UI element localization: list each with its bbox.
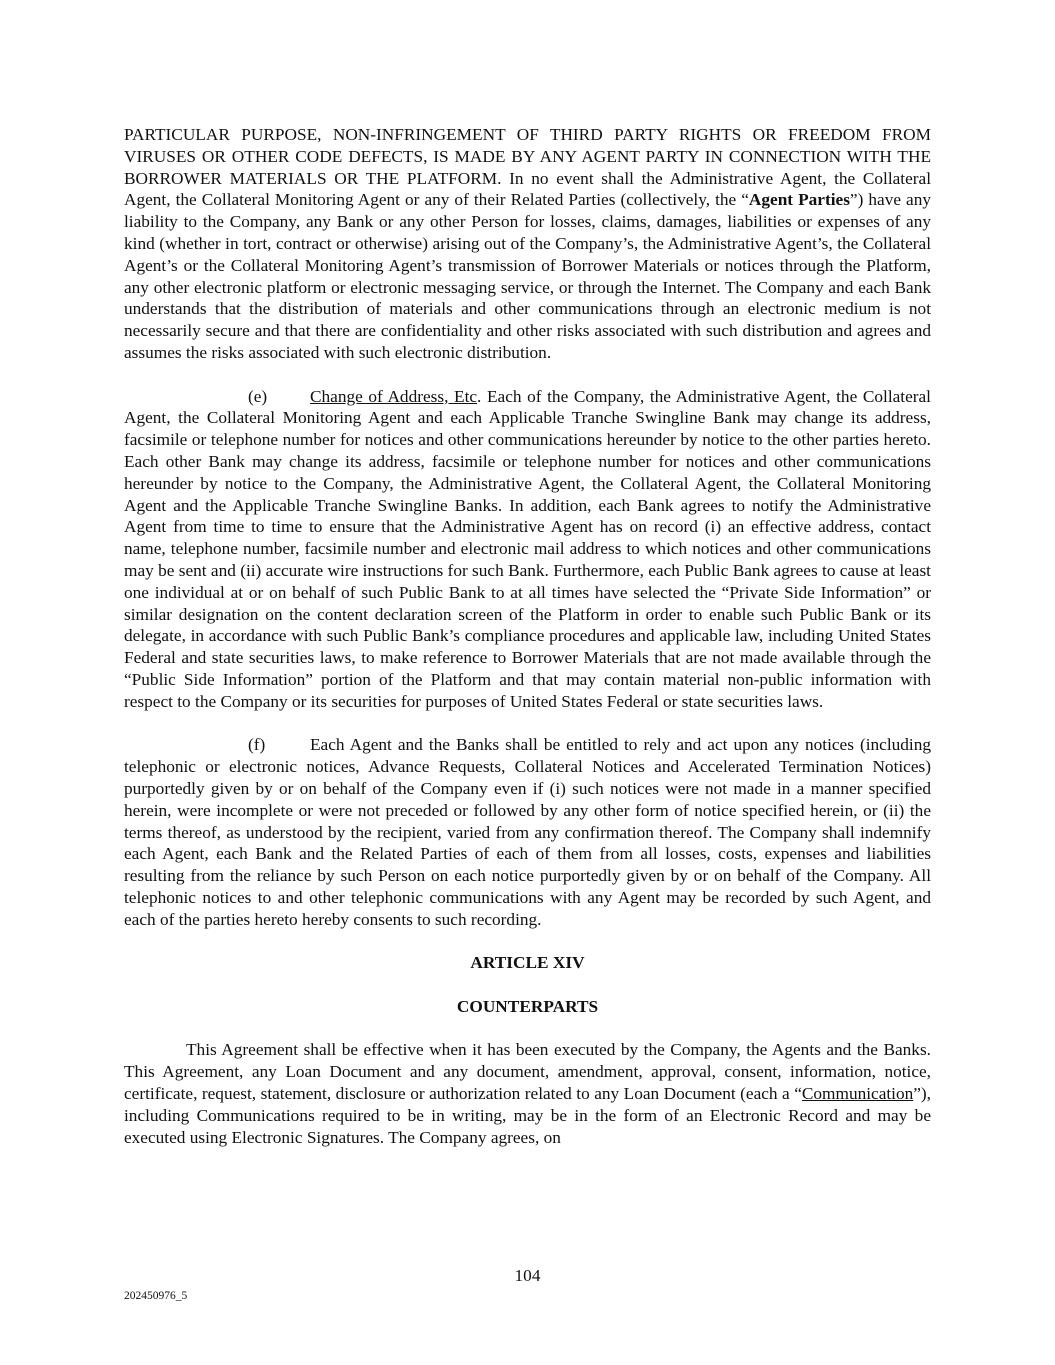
section-text: Each Agent and the Banks shall be entitled to rely and act upon any notices (including telephonic or electronic notices, Advance Requests, Collateral Notices and Accelerated Termination Notices) purportedly given by or on behalf of the Company even if (i) such notices were not made in a manner specified herein, were incomplete or were not preceded or followed by any other form of notice specified herein, or (ii) the terms thereof, as understood by the recipient, varied from any confirmation thereof. The Company shall indemnify each Agent, each Bank and the Related Parties of each of them from all losses, costs, expenses and liabilities resulting from the reliance by such Person on each notice purportedly given by or on behalf of the Company. All telephonic notices to and other telephonic communications with any Agent may be recorded by such Agent, and each of the parties hereto hereby consents to such recording.: [124, 735, 931, 929]
section-title-change-of-address: Change of Address, Etc: [310, 386, 478, 406]
defined-term-agent-parties: Agent Parties: [748, 190, 850, 210]
paragraph-text: This Agreement shall be effective when it has been executed by the Company, the Agents and the Banks. This Agreement, any Loan Document and any document, amendment, approval, consent, information, notice, certificate, request, statement, disclosure or authorization related to any Loan Document (each a “: [124, 1040, 931, 1104]
section-text: . Each of the Company, the Administrative Agent, the Collateral Agent, the Collateral Monitoring Agent and each Applicable Tranche Swingline Bank may change its address, facsimile or telephone number for notices and other communications hereunder by notice to the other parties hereto. Each other Bank may change its address, facsimile or telephone number for notices and other communications hereunder by notice to the Company, the Administrative Agent, the Collateral Agent, the Collateral Monitoring Agent and the Applicable Tranche Swingline Banks. In addition, each Bank agrees to notify the Administrative Agent from time to time to ensure that the Administrative Agent has on record (i) an effective address, contact name, telephone number, facsimile number and electronic mail address to which notices and other communications may be sent and (ii) accurate wire instructions for such Bank. Furthermore, each Public Bank agrees to cause at least one individual at or on behalf of such Public Bank to at all times have selected the “Private Side Information” or similar designation on the content declaration screen of the Platform in order to enable such Public Bank or its delegate, in accordance with such Public Bank’s compliance procedures and applicable law, including United States Federal and state securities laws, to make reference to Borrower Materials that are not made available through the “Public Side Information” portion of the Platform and that may contain material non-public information with respect to the Company or its securities for purposes of United States Federal or state securities laws.: [124, 386, 931, 711]
section-f: [124, 734, 931, 930]
paragraph-disclaimer: [124, 124, 931, 364]
paragraph-text: ”) have any liability to the Company, any Bank or any other Person for losses, claims, damages, liabilities or expenses of any kind (whether in tort, contract or otherwise) arising out of the Company’s, the Administrative Agent’s, the Collateral Agent’s or the Collateral Monitoring Agent’s transmission of Borrower Materials or notices through the Platform, any other electronic platform or electronic messaging service, or through the Internet. The Company and each Bank understands that the distribution of materials and other communications through an electronic medium is not necessarily secure and that there are confidentiality and other risks associated with such distribution and agrees and assumes the risks associated with such electronic distribution.: [124, 190, 932, 362]
article-title: COUNTERPARTS: [456, 996, 599, 1016]
paragraph-text: PARTICULAR PURPOSE, NON-INFRINGEMENT OF THIRD PARTY RIGHTS OR FREEDOM FROM VIRUSES OR OTHER CODE DEFECTS, IS MADE BY ANY AGENT PARTY IN CONNECTION WITH THE BORROWER MATERIALS OR THE PLATFORM. In no event shall the Administrative Agent, the Collateral Agent, the Collateral Monitoring Agent or any of their Related Parties (collectively, the “: [124, 125, 931, 210]
paragraph-counterparts: [124, 1039, 931, 1148]
article-number: ARTICLE XIV: [470, 953, 585, 973]
section-label: (f): [248, 735, 266, 755]
section-label: (e): [248, 386, 268, 406]
defined-term-communication: Communication: [801, 1084, 914, 1104]
document-id: 202450976_5: [124, 1290, 188, 1302]
paragraph-text: ”), including Communications required to be in writing, may be in the form of an Electronic Record and may be executed using Electronic Signatures. The Company agrees, on: [124, 1084, 931, 1147]
section-e: [124, 386, 931, 713]
page-number: 104: [514, 1266, 541, 1285]
document-body: [124, 124, 931, 1148]
